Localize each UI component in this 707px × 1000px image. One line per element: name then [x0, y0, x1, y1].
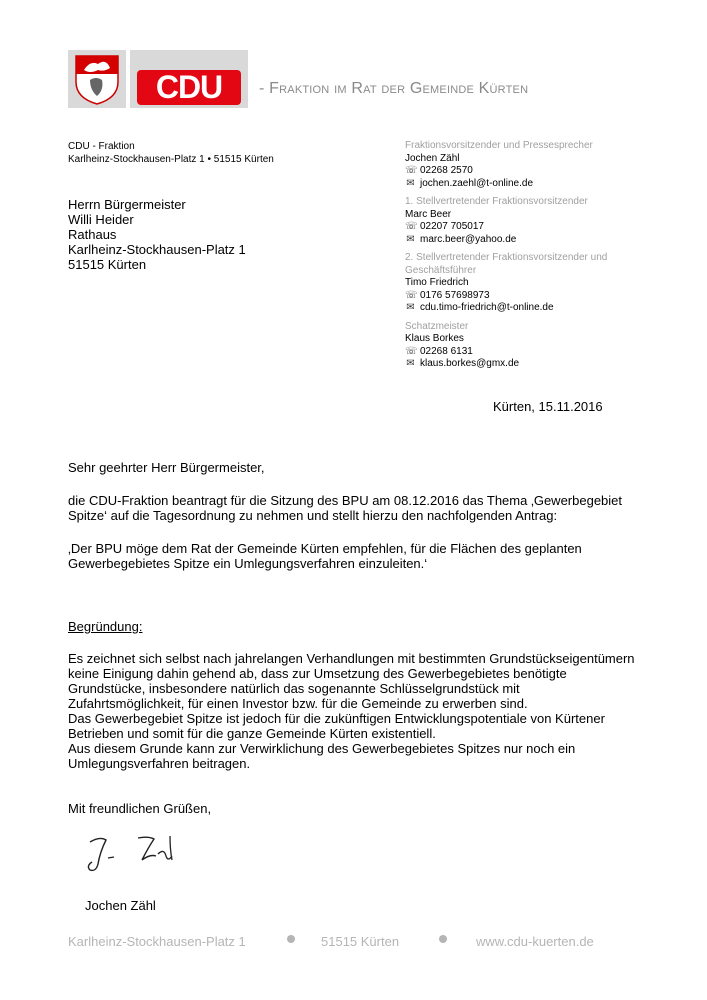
reason-line: Betrieben und somit für die ganze Gemeinde Kürten existentiell.: [68, 726, 436, 741]
lion-crest-icon: [68, 50, 126, 108]
reason-line: Grundstücke, insbesondere natürlich das sogenannte Schlüsselgrundstück mit: [68, 681, 520, 696]
sender-line: Karlheinz-Stockhausen-Platz 1 • 51515 Kürten: [68, 154, 274, 165]
contact-email[interactable]: klaus.borkes@gmx.de: [420, 358, 520, 369]
contact-role: 1. Stellvertretender Fraktionsvorsitzender: [405, 196, 588, 207]
recipient-line: Karlheinz-Stockhausen-Platz 1: [68, 242, 246, 257]
letter-date: Kürten, 15.11.2016: [493, 399, 603, 414]
phone-icon: ☏: [405, 221, 418, 232]
salutation: Sehr geehrter Herr Bürgermeister,: [68, 460, 265, 475]
contact-name: Marc Beer: [405, 208, 452, 220]
motion-line: ‚Der BPU möge dem Rat der Gemeinde Kürten empfehlen, für die Flächen des geplanten: [68, 541, 582, 556]
reason-line: keine Einigung dahin gehend ab, dass zur Umsetzung des Gewerbegebietes benötigte: [68, 666, 567, 681]
recipient-line: Herrn Bürgermeister: [68, 197, 186, 212]
signer-name: Jochen Zähl: [85, 898, 156, 913]
contact-email[interactable]: cdu.timo-friedrich@t-online.de: [420, 302, 554, 313]
contact-phone: 02268 6131: [420, 345, 473, 357]
intro-line: die CDU-Fraktion beantragt für die Sitzung des BPU am 08.12.2016 das Thema ‚Gewerbegebiet: [68, 493, 623, 508]
contact-role: Schatzmeister: [405, 320, 469, 332]
contact-name: Timo Friedrich: [405, 277, 469, 288]
reason-line: Es zeichnet sich selbst nach jahrelangen Verhandlungen mit bestimmten Grundstückseigentümern: [68, 651, 635, 666]
contact-phone: 02207 705017: [420, 221, 484, 232]
contact-phone: 02268 2570: [420, 165, 473, 176]
phone-icon: ☏: [405, 289, 418, 301]
footer-city: 51515 Kürten: [321, 934, 400, 949]
recipient-address: [68, 197, 246, 272]
sender-line: CDU - Fraktion: [68, 141, 135, 152]
coat-of-arms-logo: [68, 50, 126, 108]
intro-paragraph: [68, 493, 648, 523]
recipient-line: 51515 Kürten: [68, 257, 147, 272]
cdu-logo: CDU: [137, 70, 241, 105]
contact-email[interactable]: marc.beer@yahoo.de: [420, 233, 517, 245]
phone-icon: ☏: [405, 345, 418, 357]
footer-separator-dot: [439, 935, 447, 943]
recipient-line: Willi Heider: [68, 212, 134, 227]
contact-block: [405, 140, 665, 190]
reason-line: Das Gewerbegebiet Spitze ist jedoch für die zukünftigen Entwicklungspotentiale von Kürtener: [68, 711, 605, 726]
contact-block: [405, 321, 665, 371]
recipient-line: Rathaus: [68, 227, 117, 242]
footer-separator-dot: [287, 935, 295, 943]
mail-icon: ✉: [406, 177, 415, 189]
motion-paragraph: [68, 541, 648, 571]
contact-name: Klaus Borkes: [405, 333, 464, 344]
reason-line: Umlegungsverfahren beitragen.: [68, 756, 251, 771]
footer-web-link[interactable]: www.cdu-kuerten.de: [476, 934, 594, 949]
intro-line: Spitze‘ auf die Tagesordnung zu nehmen und stellt hierzu den nachfolgenden Antrag:: [68, 508, 558, 523]
mail-icon: ✉: [406, 302, 415, 313]
mail-icon: ✉: [406, 358, 415, 369]
contact-block: [405, 196, 665, 246]
contact-role: 2. Stellvertretender Fraktionsvorsitzender und Geschäftsführer: [405, 252, 608, 276]
contact-role: Fraktionsvorsitzender und Pressesprecher: [405, 140, 593, 151]
sender-address: [68, 140, 274, 166]
motion-line: Gewerbegebietes Spitze ein Umlegungsverfahren einzuleiten.‘: [68, 556, 428, 571]
contact-phone: 0176 57698973: [420, 289, 490, 301]
reason-line: Zufahrtsmöglichkeit, für einen Investor bzw. für die Gemeinde zu erwerben sind.: [68, 696, 528, 711]
mail-icon: ✉: [406, 233, 415, 245]
reason-line: Aus diesem Grunde kann zur Verwirklichung des Gewerbegebietes Spitzes nur noch ein: [68, 741, 576, 756]
contacts-panel: [405, 140, 665, 377]
contact-block: [405, 252, 665, 315]
reason-heading: Begründung:: [68, 619, 143, 634]
letterhead-title: - Fraktion im Rat der Gemeinde Kürten: [259, 80, 529, 97]
reason-paragraph: [68, 651, 648, 771]
contact-name: Jochen Zähl: [405, 152, 460, 164]
contact-email[interactable]: jochen.zaehl@t-online.de: [420, 177, 534, 189]
footer-address: Karlheinz-Stockhausen-Platz 1: [68, 934, 246, 949]
phone-icon: ☏: [405, 165, 418, 176]
handwritten-signature: [80, 830, 190, 885]
closing: Mit freundlichen Grüßen,: [68, 801, 212, 816]
